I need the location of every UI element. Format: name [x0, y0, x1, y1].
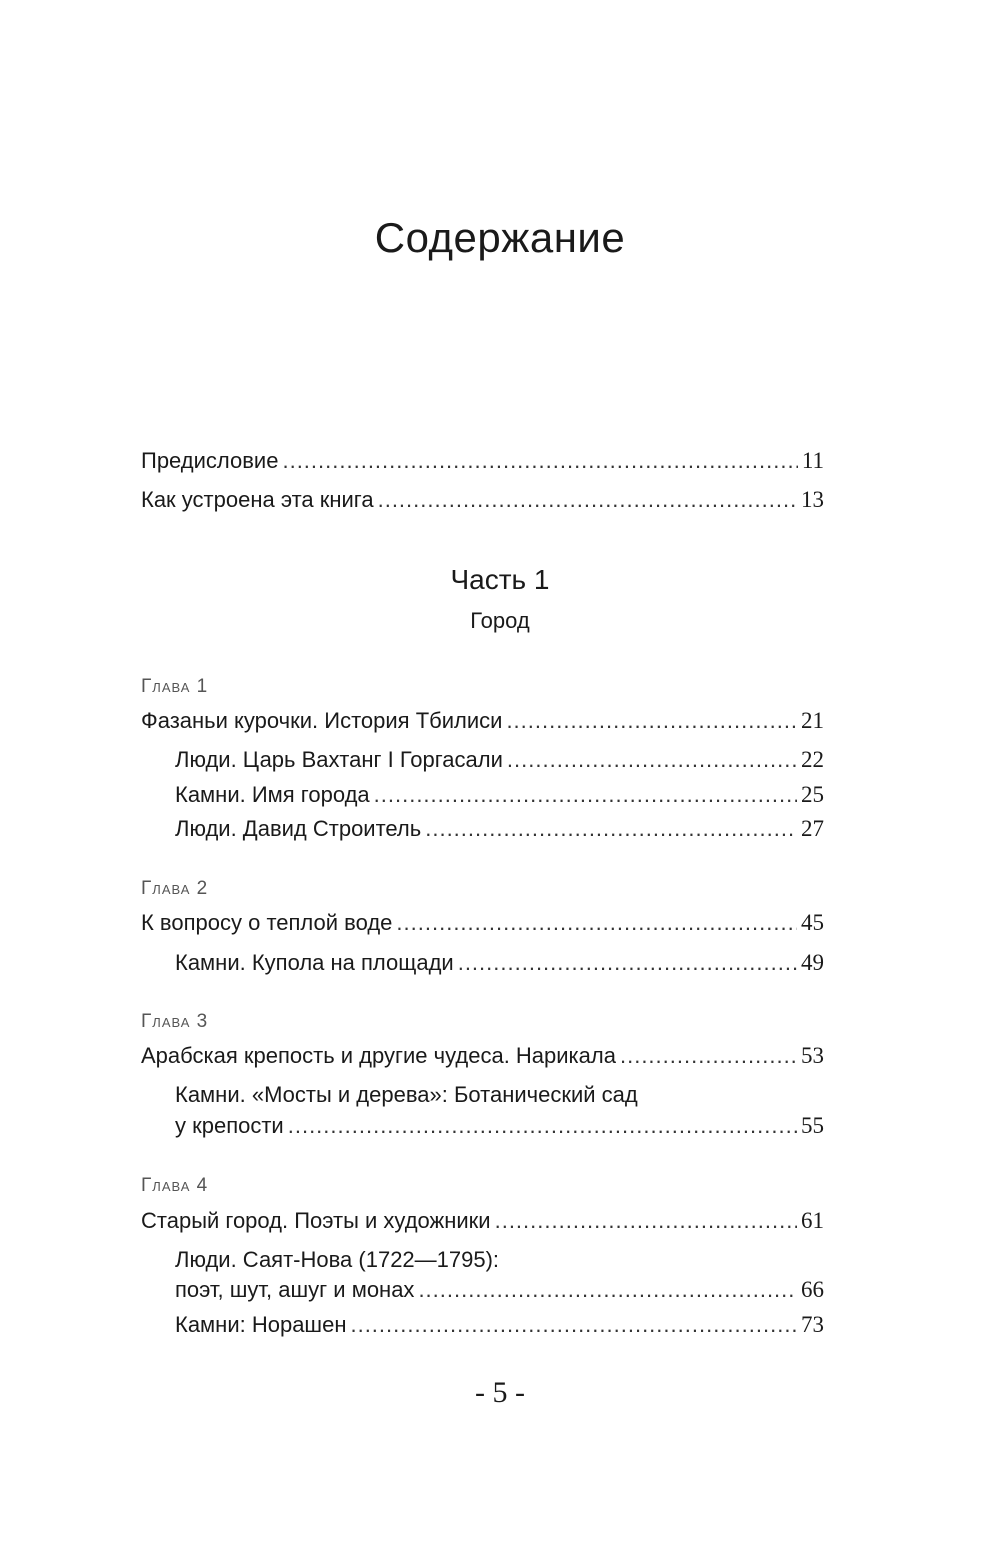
toc-entry-title: поэт, шут, ашуг и монах [175, 1277, 415, 1302]
dot-leader [507, 745, 797, 775]
toc-entry-title: Люди. Давид Строитель [175, 816, 422, 841]
toc-entry-title: Камни. Купола на площади [175, 950, 454, 975]
dot-leader [418, 1275, 797, 1305]
chapter-label: Глава 4 [141, 1175, 209, 1196]
toc-entry-page: 61 [801, 1208, 824, 1233]
toc-entry-sub-line1: Люди. Саят-Нова (1722—1795): [175, 1247, 500, 1272]
toc-entry-title: Как устроена эта книга [141, 487, 374, 512]
toc-entry-page: 53 [801, 1043, 824, 1068]
toc-entry-sub[interactable] [175, 814, 824, 844]
toc-entry-title: Предисловие [141, 448, 279, 473]
toc-entry-page: 66 [801, 1277, 824, 1302]
toc-entry-sub[interactable] [175, 1310, 824, 1340]
toc-entry-page: 22 [801, 747, 824, 772]
dot-leader [506, 706, 797, 736]
toc-entry-title: Арабская крепость и другие чудеса. Нарикала [141, 1043, 616, 1068]
chapter-label: Глава 2 [141, 878, 209, 899]
toc-entry-sub[interactable] [175, 948, 824, 978]
toc-entry-page: 21 [801, 708, 824, 733]
toc-entry-sub[interactable] [175, 780, 824, 810]
dot-leader [288, 1111, 797, 1141]
toc-entry-sub[interactable] [175, 1111, 824, 1141]
toc-entry-chapter[interactable] [141, 706, 824, 736]
chapter-label: Глава 1 [141, 676, 209, 697]
toc-entry-chapter[interactable] [141, 908, 824, 938]
toc-entry-sub-line1: Камни. «Мосты и дерева»: Ботанический сад [175, 1082, 638, 1107]
toc-entry-page: 55 [801, 1113, 824, 1138]
toc-entry-page: 11 [801, 448, 824, 473]
dot-leader [374, 780, 797, 810]
toc-entry-how-book-works[interactable] [141, 485, 824, 515]
toc-entry-page: 25 [801, 782, 824, 807]
page-number: - 5 - [475, 1376, 525, 1409]
dot-leader [396, 908, 797, 938]
toc-entry-chapter[interactable] [141, 1041, 824, 1071]
page-title: Содержание [374, 214, 626, 261]
dot-leader [458, 948, 797, 978]
toc-entry-title: К вопросу о теплой воде [141, 910, 393, 935]
toc-entry-sub[interactable] [175, 1275, 824, 1305]
part-subtitle: Город [470, 608, 530, 633]
toc-entry-title: Старый город. Поэты и художники [141, 1208, 491, 1233]
dot-leader [282, 446, 797, 476]
toc-entry-sub[interactable] [175, 745, 824, 775]
dot-leader [495, 1206, 797, 1236]
part-title: Часть 1 [450, 564, 550, 595]
toc-entry-title: Камни: Норашен [175, 1312, 347, 1337]
toc-entry-chapter[interactable] [141, 1206, 824, 1236]
toc-entry-title: Люди. Царь Вахтанг I Горгасали [175, 747, 503, 772]
toc-entry-title: Камни. Имя города [175, 782, 370, 807]
dot-leader [620, 1041, 797, 1071]
toc-entry-preface[interactable] [141, 446, 824, 476]
toc-entry-page: 49 [801, 950, 824, 975]
chapter-label: Глава 3 [141, 1011, 209, 1032]
dot-leader [350, 1310, 797, 1340]
dot-leader [378, 485, 797, 515]
toc-entry-page: 73 [801, 1312, 824, 1337]
toc-entry-page: 27 [801, 816, 824, 841]
toc-entry-page: 45 [801, 910, 824, 935]
toc-entry-title: Фазаньи курочки. История Тбилиси [141, 708, 503, 733]
dot-leader [425, 814, 797, 844]
toc-entry-title: у крепости [175, 1113, 284, 1138]
toc-entry-page: 13 [801, 487, 824, 512]
